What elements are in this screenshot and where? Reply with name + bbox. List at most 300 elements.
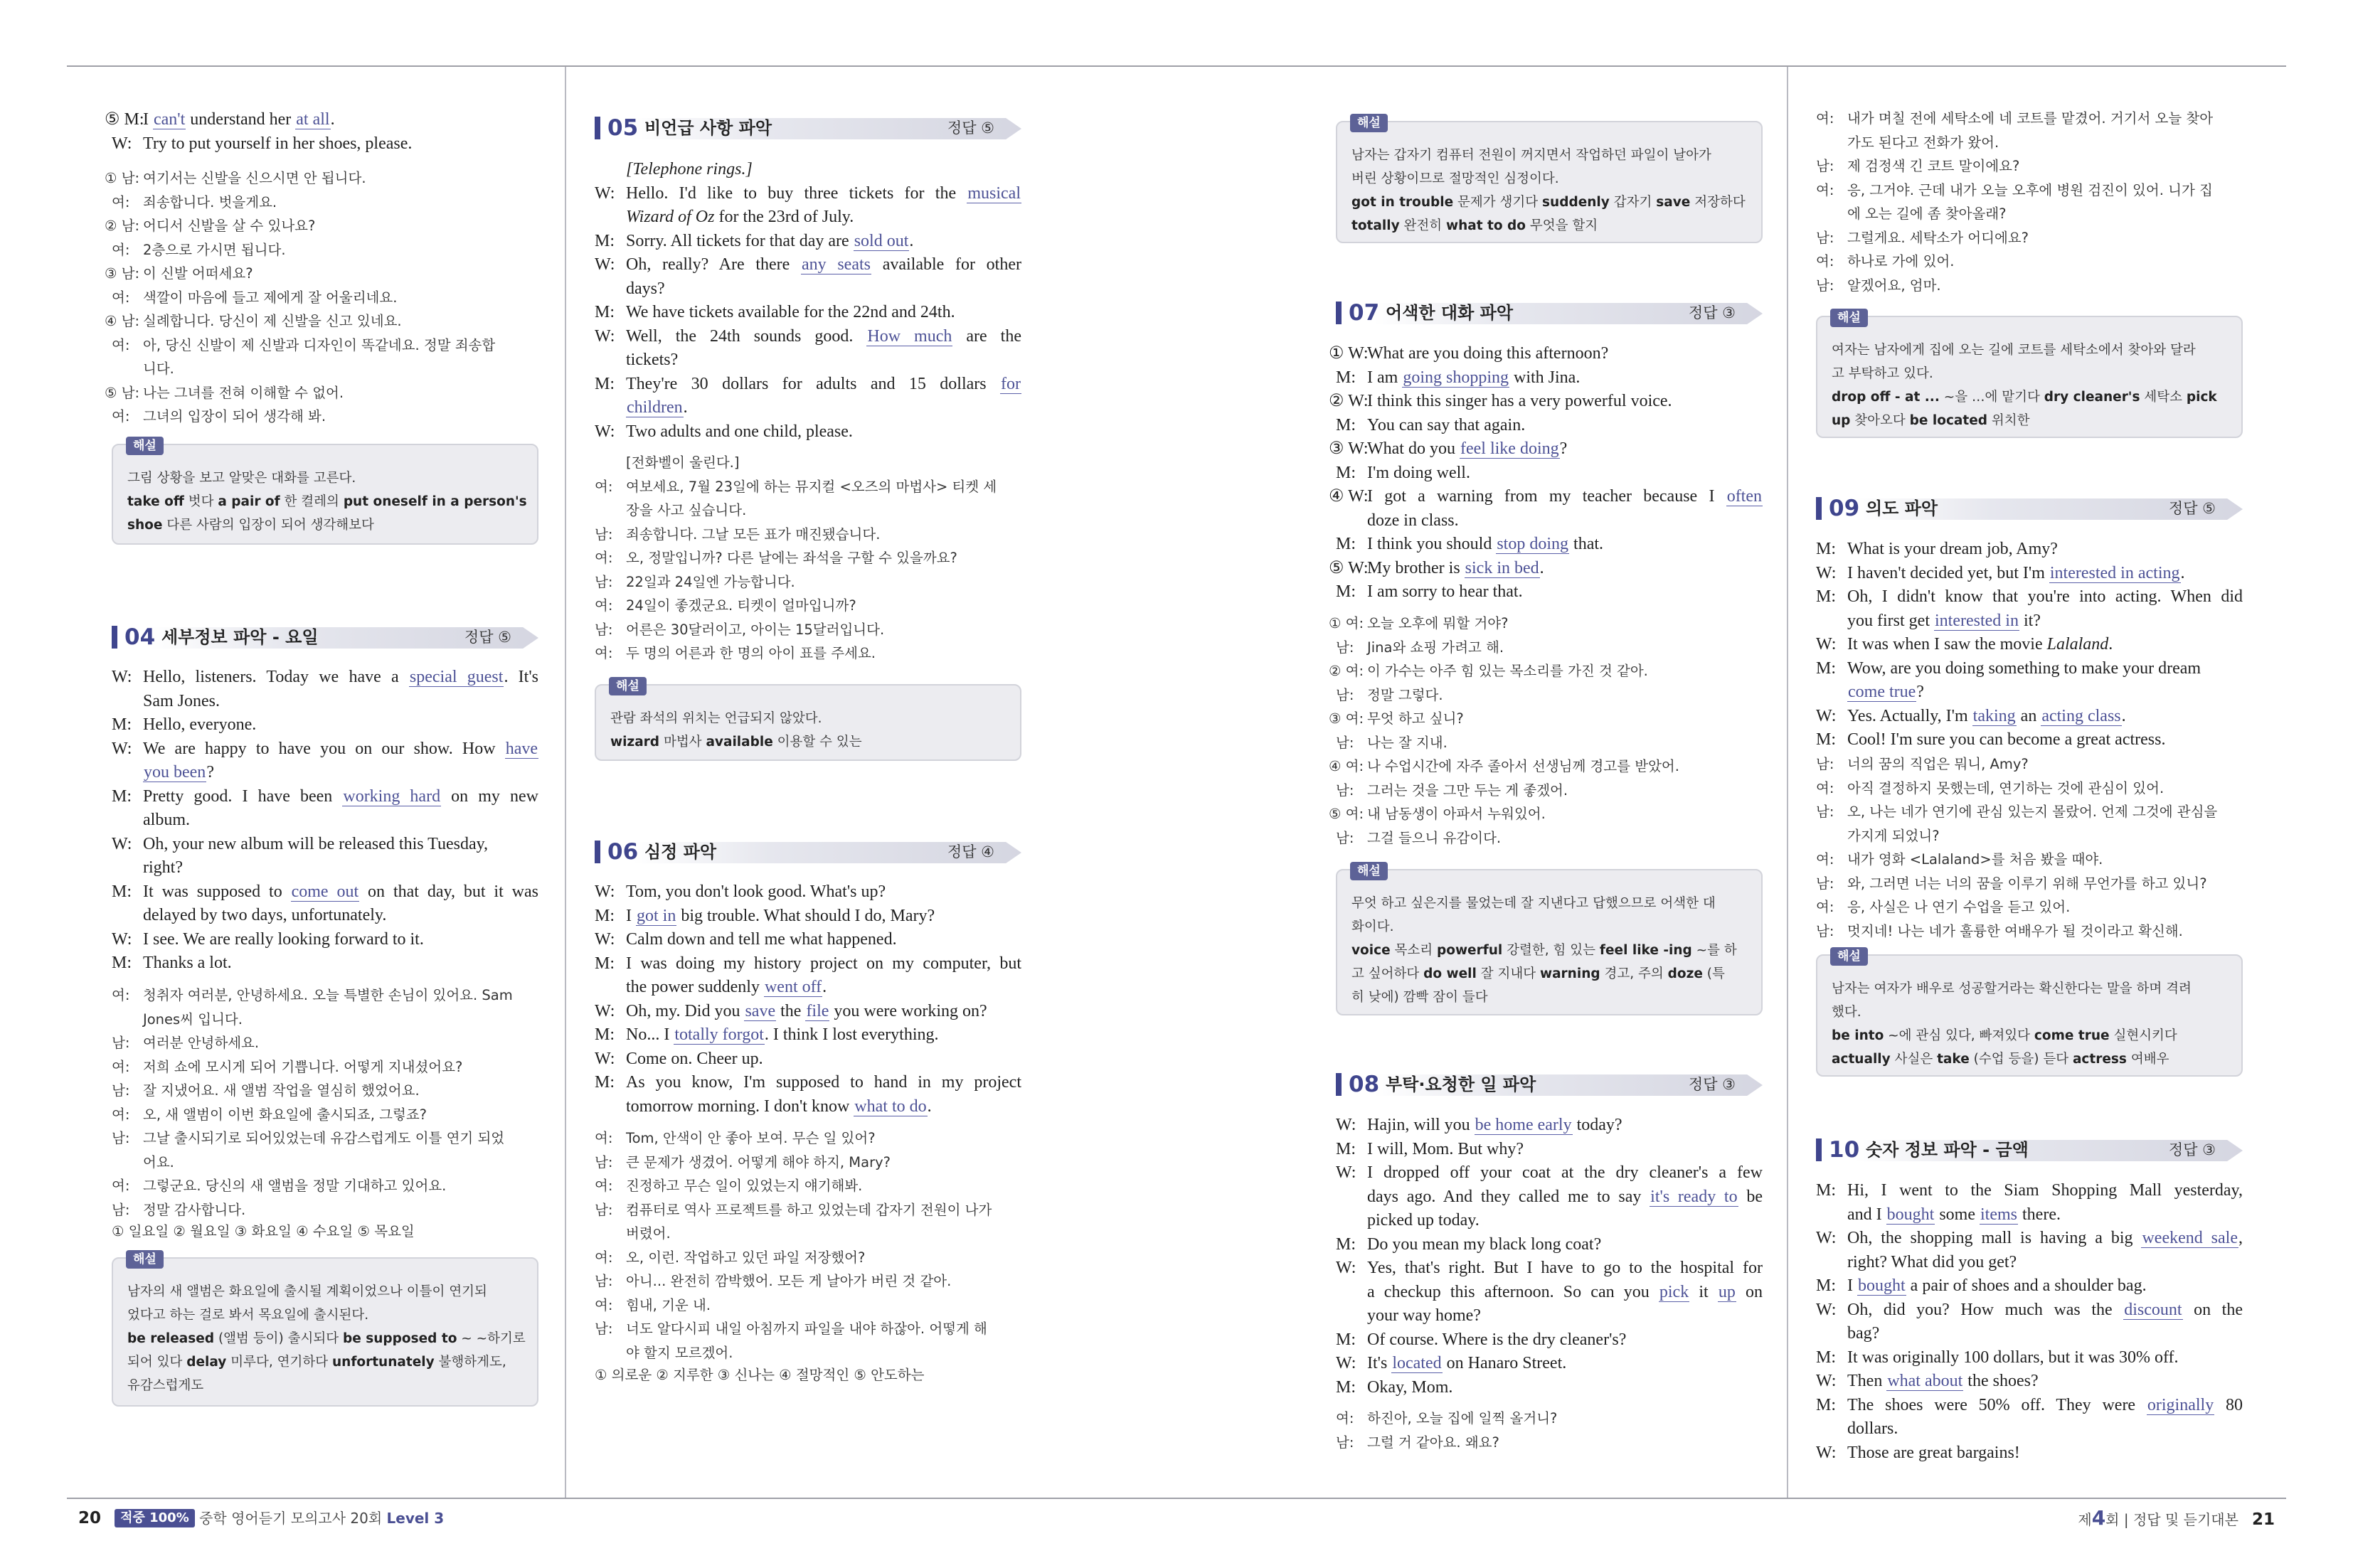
dialog-line <box>595 952 1021 976</box>
line-text <box>1367 1257 1763 1281</box>
speaker-label: ① 남: <box>105 170 140 186</box>
blank-answer: any seats <box>802 255 871 274</box>
speaker-label: W: <box>1336 1259 1356 1277</box>
korean-line <box>595 1174 1021 1198</box>
text-run: Oh, your new album will be released this Tuesday, <box>143 834 489 853</box>
line-text: 힘내, 기운 내. <box>626 1296 711 1313</box>
text-run: 80 <box>2214 1395 2243 1414</box>
blank-answer: located <box>1392 1354 1442 1372</box>
text-run: . <box>822 978 827 996</box>
level-label: Level 3 <box>386 1510 445 1527</box>
line-text: 죄송합니다. 그날 모든 표가 매진됐습니다. <box>626 526 881 543</box>
question-number: 07 <box>1349 300 1380 326</box>
text-run: right? <box>143 858 183 877</box>
header-bar <box>595 841 600 863</box>
korean-line <box>112 1079 538 1103</box>
line-text: 버렸어. <box>626 1225 671 1242</box>
speaker-label: 남: <box>1336 734 1354 751</box>
line-text <box>626 928 1021 952</box>
speaker-label: ① 여: <box>1329 615 1364 631</box>
dialog-line <box>1816 562 2243 586</box>
korean-line <box>1336 779 1763 803</box>
line-text: 청취자 여러분, 안녕하세요. 오늘 특별한 손님이 있어요. Sam <box>143 987 513 1003</box>
explanation-line: 버린 상황이므로 절망적인 심정이다. <box>1351 171 1559 186</box>
text-run: with Jina. <box>1509 368 1581 387</box>
line-text <box>1847 1346 2243 1370</box>
dialog-line <box>595 373 1021 397</box>
line-text: 컴퓨터로 역사 프로젝트를 하고 있었는데 갑자기 전원이 나가 <box>626 1201 992 1218</box>
text-run: Yes, that's right. But I have to go to the hospital for <box>1367 1259 1763 1277</box>
line-text <box>1816 681 2243 705</box>
speaker-label: 남: <box>1336 829 1354 846</box>
line-text: 이 가수는 아주 힘 있는 목소리를 가진 것 같아. <box>1367 663 1648 679</box>
question-number: 10 <box>1829 1137 1860 1163</box>
text-run: on <box>1736 1282 1763 1301</box>
dialog-line <box>112 785 538 809</box>
line-text <box>1367 366 1763 390</box>
speaker-label: 남: <box>1816 277 1834 294</box>
korean-line <box>105 166 538 191</box>
text-run: I was doing my history project on my computer, but <box>626 954 1021 973</box>
korean-line <box>1329 659 1763 683</box>
line-text <box>626 952 1021 976</box>
explanation-line: 남자는 여자가 배우로 성공할거라는 확신한다는 말을 하며 격려 <box>1832 981 2192 996</box>
speaker-label: M: <box>1336 415 1356 434</box>
line-text: Tom, 안색이 안 좋아 보여. 무슨 일 있어? <box>626 1130 876 1146</box>
line-text <box>626 1023 1021 1047</box>
speaker-label: M: <box>1816 540 1837 558</box>
dialog-line <box>1816 1370 2243 1394</box>
line-text: 응, 그거야. 근데 내가 오늘 오후에 병원 검진이 있어. 니가 집 <box>1847 181 2213 198</box>
q5-explanation-box <box>595 679 1021 761</box>
text-run: I will, Mom. But why? <box>1367 1139 1524 1158</box>
dialog-line <box>595 880 1021 905</box>
korean-line <box>112 405 538 429</box>
korean-line <box>1816 274 2243 298</box>
text-run: Oh, my. Did you <box>626 1001 745 1020</box>
dialog-line <box>105 108 538 132</box>
blank-answer: children <box>627 398 683 417</box>
text-run: I <box>626 906 636 925</box>
explanation-line: wizard 마법사 available 이용할 수 있는 <box>610 735 862 750</box>
korean-line <box>112 1055 538 1079</box>
blank-answer: How much <box>867 326 952 346</box>
dialog-line <box>112 713 538 737</box>
text-run: It's <box>1367 1354 1392 1372</box>
speaker-label <box>112 357 143 381</box>
speaker-label: 남: <box>112 1201 130 1218</box>
speaker-label: M: <box>1336 535 1356 553</box>
speaker-label: M: <box>595 906 615 925</box>
text-run: Those are great bargains! <box>1847 1443 2020 1462</box>
text-run: a pair of shoes and a shoulder bag. <box>1906 1276 2147 1295</box>
line-text: 여러분 안녕하세요. <box>143 1035 260 1051</box>
line-text <box>112 856 538 880</box>
speaker-label <box>595 451 626 475</box>
line-text <box>1367 462 1763 486</box>
line-text: 그날 출시되기로 되어있었는데 유감스럽게도 이틀 연기 되었 <box>143 1130 505 1146</box>
speaker-label: W: <box>112 929 132 949</box>
text-run: What is your dream job, Amy? <box>1847 540 2058 558</box>
text-run: for the 23rd of July. <box>714 208 854 226</box>
dialog-line <box>112 761 538 785</box>
line-text <box>1367 437 1763 462</box>
speaker-label <box>595 158 626 182</box>
q9-explanation-box <box>1816 949 2243 1077</box>
line-text: 하나로 가에 있어. <box>1847 253 1955 270</box>
dialog-line <box>1336 1352 1763 1376</box>
footer-right <box>2078 1506 2275 1532</box>
korean-line <box>595 1198 1021 1222</box>
speaker-label: 여: <box>1816 181 1834 198</box>
line-text: Jina와 쇼핑 가려고 해. <box>1367 639 1504 656</box>
text-run: Hello. I'd like to buy three tickets for the <box>626 183 967 203</box>
line-text: 22일과 24일엔 가능합니다. <box>626 573 795 590</box>
dialog-line <box>595 1023 1021 1047</box>
speaker-label: 남: <box>595 526 613 543</box>
line-text: 아, 당신 신발이 제 신발과 디자인이 똑같네요. 정말 죄송합 <box>143 336 496 353</box>
q4-dialog <box>112 666 538 976</box>
q5-header <box>595 114 1021 142</box>
line-text <box>143 928 538 952</box>
explanation-line: shoe 다른 사람의 입장이 되어 생각해보다 <box>127 518 374 533</box>
dialog-line <box>112 809 538 833</box>
question-number: 05 <box>607 115 639 141</box>
answer-label: 정답 ③ <box>1688 1076 1736 1093</box>
text-run: you first get <box>1847 611 1934 630</box>
korean-line <box>1816 226 2243 250</box>
dialog-line <box>1816 1298 2243 1323</box>
line-text <box>1336 1281 1763 1305</box>
bottom-rule <box>67 1498 2286 1499</box>
italic-text: [Telephone rings.] <box>626 160 753 178</box>
line-text <box>1367 1352 1763 1376</box>
line-text: 저희 쇼에 모시게 되어 기쁩니다. 어떻게 지내셨어요? <box>143 1058 463 1075</box>
korean-line <box>112 191 538 215</box>
text-run: it? <box>2019 611 2041 630</box>
line-text: 알겠어요, 엄마. <box>1847 277 1941 294</box>
line-text: 이 신발 어떠세요? <box>143 265 253 282</box>
korean-line <box>112 286 538 310</box>
top-rule <box>67 65 2286 67</box>
explanation-line: 무엇 하고 싶은지를 물었는데 잘 지낸다고 답했으므로 어색한 대 <box>1351 896 1716 911</box>
korean-line <box>1336 826 1763 850</box>
text-run: available for other <box>871 255 1021 274</box>
dialog-line <box>1816 538 2243 562</box>
speaker-label: M: <box>1336 368 1356 387</box>
question-number: 04 <box>124 624 156 650</box>
line-text: 정말 그렇다. <box>1367 686 1443 703</box>
explanation-line: 고 부탁하고 있다. <box>1832 366 1933 381</box>
speaker-label: ④ 여: <box>1329 758 1364 774</box>
dialog-line <box>595 348 1021 373</box>
chapter-prefix: 제 <box>2078 1511 2092 1528</box>
dialog-line <box>1336 1138 1763 1162</box>
speaker-label: 남: <box>112 1082 130 1099</box>
text-run: the <box>776 1001 806 1020</box>
blank-answer: sick in bed <box>1465 558 1539 577</box>
dialog-line <box>595 976 1021 1000</box>
speaker-label <box>1816 131 1847 155</box>
line-text: 가지게 되었니? <box>1847 827 1940 844</box>
speaker-label: 여: <box>112 408 130 425</box>
dialog-line <box>1816 1203 2243 1227</box>
dialog-line <box>595 396 1021 420</box>
korean-line <box>595 1269 1021 1294</box>
explanation-line: 그림 상황을 보고 알맞은 대화를 고른다. <box>127 471 356 486</box>
dialog-line <box>1336 1209 1763 1233</box>
text-run: on my new <box>441 786 539 806</box>
header-bar <box>1816 1138 1822 1161</box>
dialog-line <box>595 325 1021 349</box>
speaker-label: 남: <box>1816 229 1834 246</box>
speaker-label: 여: <box>595 1130 613 1146</box>
korean-line <box>1816 202 2243 226</box>
speaker-label: W: <box>1336 1116 1356 1134</box>
line-text <box>1367 580 1763 604</box>
text-run: Do you mean my black long coat? <box>1367 1234 1602 1254</box>
speaker-label: M: <box>595 231 615 250</box>
explanation-line: 유감스럽게도 <box>127 1378 204 1393</box>
line-text: [전화벨이 울린다.] <box>626 454 740 471</box>
speaker-label: M: <box>112 954 132 972</box>
dialog-line <box>1336 1328 1763 1353</box>
korean-line <box>595 641 1021 666</box>
dialog-line <box>595 182 1021 206</box>
page-number-left: 20 <box>78 1509 102 1527</box>
line-text <box>1367 390 1763 414</box>
text-run: your way home? <box>1367 1306 1481 1325</box>
speaker-label: 여: <box>595 1178 613 1194</box>
line-text <box>1847 1274 2243 1298</box>
speaker-label: 남: <box>595 573 613 590</box>
dialog-line <box>1329 390 1763 414</box>
dialog-line <box>1336 580 1763 604</box>
dialog-line <box>112 132 538 156</box>
line-text <box>1367 533 1763 557</box>
speaker-label: 여: <box>112 1058 130 1075</box>
q8-dialog <box>1336 1114 1763 1399</box>
speaker-label: 여: <box>112 1106 130 1123</box>
text-run: Okay, Mom. <box>1367 1377 1453 1397</box>
dialog-line <box>595 206 1021 230</box>
blank-answer: save <box>745 1001 776 1020</box>
dialog-line <box>1336 1114 1763 1138</box>
speaker-label: 여: <box>112 241 130 258</box>
speaker-label <box>112 1008 143 1032</box>
blank-answer: discount <box>2124 1300 2182 1319</box>
dialog-line <box>1336 1281 1763 1305</box>
line-text: 실례합니다. 당신이 제 신발을 신고 있네요. <box>143 313 402 329</box>
text-run: are the <box>952 326 1021 346</box>
line-text: 응, 사실은 나 연기 수업을 듣고 있어. <box>1847 899 2071 915</box>
explanation-line: 고 싶어하다 do well 잘 지내다 warning 경고, 주의 doze (특 <box>1351 966 1725 981</box>
text-run: that. <box>1569 535 1604 553</box>
blank-answer: have <box>505 739 538 758</box>
header-bar <box>1336 1073 1342 1096</box>
dialog-line <box>1816 633 2243 657</box>
dialog-line <box>595 1047 1021 1072</box>
explanation-line: voice 목소리 powerful 강렬한, 힘 있는 feel like -ing ~를 하 <box>1351 943 1737 958</box>
text-run: . <box>927 1097 932 1116</box>
text-run: As you know, I'm supposed to hand in my project <box>626 1073 1021 1092</box>
korean-line <box>1336 1431 1763 1455</box>
speaker-label: M: <box>1816 1348 1837 1367</box>
speaker-label: W: <box>1816 635 1837 654</box>
q7-header <box>1336 299 1763 327</box>
text-run: . It's <box>504 668 539 686</box>
speaker-label: W: <box>1816 1229 1837 1247</box>
dialog-line <box>1816 705 2243 729</box>
dialog-line <box>1336 1185 1763 1210</box>
speaker-label: ② 여: <box>1329 663 1364 679</box>
korean-line <box>595 618 1021 642</box>
speaker-label: 여: <box>595 645 613 661</box>
line-text: 죄송합니다. 벗을게요. <box>143 193 277 210</box>
explanation-tag: 해설 <box>609 677 647 695</box>
explanation-line: 었다고 하는 걸로 봐서 목요일에 출시된다. <box>127 1308 369 1323</box>
speaker-label: 여: <box>595 1249 613 1266</box>
korean-line <box>112 1008 538 1032</box>
blank-answer: for <box>1001 374 1021 393</box>
speaker-label: 남: <box>1336 686 1354 703</box>
text-run: Oh, the shopping mall is having a big <box>1847 1229 2142 1247</box>
text-run: the power suddenly <box>626 978 764 996</box>
line-text <box>1847 657 2243 681</box>
text-run: I see. We are really looking forward to it. <box>143 929 424 949</box>
line-text <box>1367 1114 1763 1138</box>
explanation-line: be into ~에 관심 있다, 빠져있다 come true 실현시키다 <box>1832 1028 2177 1043</box>
dialog-line <box>1816 1441 2243 1466</box>
korean-line <box>595 594 1021 618</box>
text-run: Wow, are you doing something to make your dream <box>1847 658 2201 678</box>
line-text <box>1816 1417 2243 1441</box>
line-text <box>1367 485 1763 509</box>
explanation-tag: 해설 <box>1830 309 1868 327</box>
speaker-label: M: <box>595 954 615 973</box>
blank-answer: going shopping <box>1403 368 1509 387</box>
speaker-label: M: <box>1336 1377 1356 1397</box>
answer-label: 정답 ⑤ <box>947 119 994 137</box>
korean-line <box>595 475 1021 499</box>
line-text: 무엇 하고 싶니? <box>1367 710 1464 727</box>
line-text <box>595 206 1021 230</box>
speaker-label: 남: <box>595 1201 613 1218</box>
blank-answer: pick <box>1659 1282 1689 1301</box>
line-text <box>626 182 1021 206</box>
line-text: 오, 정말입니까? 다른 날에는 좌석을 구할 수 있을까요? <box>626 550 957 566</box>
text-run: Oh, really? Are there <box>626 255 801 274</box>
line-text: 나는 잘 지내. <box>1367 734 1448 751</box>
text-run: and I <box>1847 1205 1886 1224</box>
text-run: Hello, listeners. Today we have a <box>143 668 409 686</box>
dialog-line <box>112 856 538 880</box>
italic-text: Wizard of Oz <box>626 208 715 226</box>
speaker-label: ② W: <box>1329 392 1369 410</box>
korean-line <box>112 983 538 1008</box>
text-run: Two adults and one child, please. <box>626 422 853 441</box>
line-text <box>1847 1227 2243 1251</box>
line-text: 어른은 30달러이고, 아이는 15달러입니다. <box>626 621 885 638</box>
speaker-label: M: <box>112 882 132 901</box>
dialog-line <box>112 951 538 976</box>
text-run: it <box>1689 1282 1718 1301</box>
speaker-label: 남: <box>1336 782 1354 799</box>
line-text: 정말 감사합니다. <box>143 1201 246 1218</box>
korean-line <box>112 1151 538 1175</box>
line-text <box>1816 1322 2243 1346</box>
korean-line <box>1336 683 1763 708</box>
speaker-label: 남: <box>1816 756 1834 772</box>
korean-line <box>595 1317 1021 1341</box>
speaker-label: W: <box>1816 1300 1837 1319</box>
line-text <box>1336 1185 1763 1210</box>
explanation-tag: 해설 <box>1350 114 1388 132</box>
line-text: 너의 꿈의 직업은 뭐니, Amy? <box>1847 756 2029 772</box>
text-run: I <box>1847 1276 1857 1295</box>
line-text <box>1367 557 1763 581</box>
speaker-label: ③ 여: <box>1329 710 1364 727</box>
question-type: 심정 파악 <box>644 842 717 862</box>
line-text <box>626 373 1021 397</box>
text-run: delayed by two days, unfortunately. <box>143 906 387 924</box>
speaker-label: 남: <box>1816 804 1834 820</box>
korean-line <box>1336 1407 1763 1431</box>
dialog-line <box>1816 1346 2243 1370</box>
answer-label: 정답 ③ <box>2168 1141 2216 1158</box>
text-run: a checkup this afternoon. So can you <box>1367 1282 1659 1301</box>
line-text: 그녀의 입장이 되어 생각해 봐. <box>143 408 326 425</box>
q7-korean <box>1329 612 1763 850</box>
line-text: 나는 그녀를 전혀 이해할 수 없어. <box>143 384 344 401</box>
line-text <box>626 1000 1021 1024</box>
dialog-line <box>112 904 538 928</box>
question-number: 09 <box>1829 496 1860 521</box>
speaker-label: M: <box>112 786 132 806</box>
korean-line <box>1816 824 2243 848</box>
line-text <box>1847 705 2243 729</box>
text-run: today? <box>1572 1116 1622 1134</box>
header-bar <box>1816 497 1822 520</box>
q6-korean <box>595 1126 1021 1365</box>
question-type: 세부정보 파악 - 요일 <box>161 627 319 647</box>
q9-header <box>1816 494 2243 523</box>
line-text <box>143 833 538 857</box>
text-run: I haven't decided yet, but I'm <box>1847 563 2049 582</box>
speaker-label: 남: <box>1816 922 1834 939</box>
text-run: on the <box>2182 1300 2243 1319</box>
q5-korean <box>595 451 1021 666</box>
speaker-label: W: <box>1336 1163 1356 1182</box>
blank-answer: come out <box>291 882 359 901</box>
blank-answer: often <box>1726 487 1762 506</box>
speaker-label: W: <box>1336 1354 1356 1372</box>
text-run: The shoes were 50% off. They were <box>1847 1395 2147 1414</box>
explanation-line: 되어 있다 delay 미루다, 연기하다 unfortunately 불행하게도, <box>127 1355 506 1370</box>
q4-header <box>112 623 538 651</box>
blank-answer: up <box>1718 1282 1736 1301</box>
text-run: What do you <box>1367 439 1460 458</box>
dialog-line <box>112 666 538 690</box>
speaker-label: M: <box>595 303 615 321</box>
dialog-line <box>1329 557 1763 581</box>
speaker-label: ⑤ 남: <box>105 384 140 401</box>
line-text: 오, 새 앨범이 이번 화요일에 출시되죠, 그렇죠? <box>143 1106 427 1123</box>
speaker-label: M: <box>1816 587 1837 606</box>
blank-answer: acting class <box>2041 706 2121 725</box>
blank-answer: sold out <box>854 231 909 250</box>
blank-answer: bought <box>1886 1205 1935 1224</box>
